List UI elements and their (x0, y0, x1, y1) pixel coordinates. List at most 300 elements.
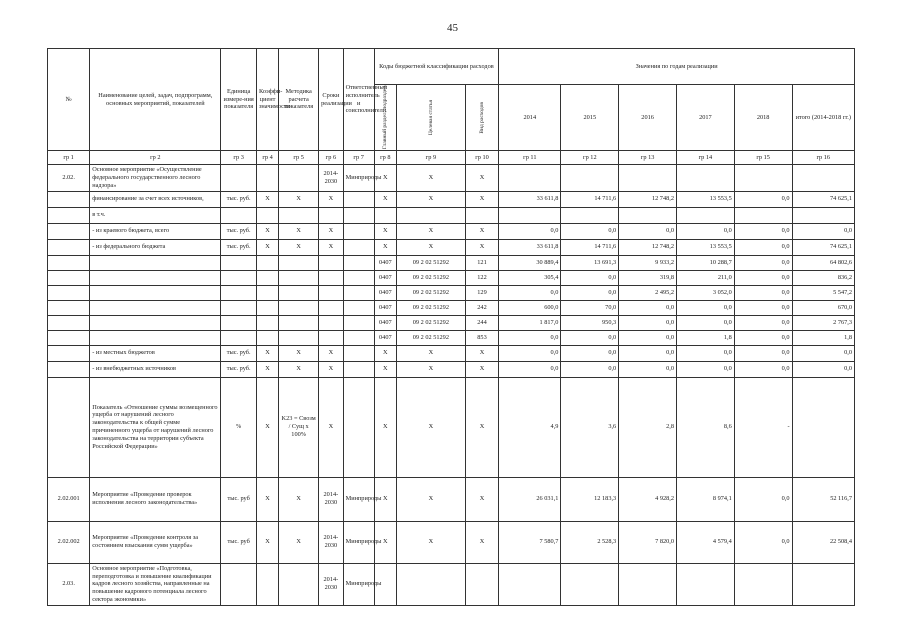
row-name: Основное мероприятие «Осуществление федерального государственного лесного надзора» (90, 165, 221, 192)
row-method (279, 563, 319, 605)
row-expense-code: X (465, 345, 498, 361)
row-value: 5 547,2 (792, 285, 854, 300)
row-name: Показатель «Отношение суммы возмещенного ущерба от нарушений лесного законодательства к общей сумме причиненного ущерба от нарушений лесного законодательства на территории субъекта Российской Федерации» (90, 377, 221, 477)
header-values: Значения по годам реализации (499, 49, 855, 85)
row-unit (221, 270, 257, 285)
row-method (279, 270, 319, 285)
row-method (279, 255, 319, 270)
col-number: гр 14 (676, 151, 734, 165)
row-expense-code: X (465, 521, 498, 563)
row-section-code (374, 207, 396, 223)
header-total: итого (2014-2018 гг.) (792, 85, 854, 151)
header-coef: Коэффи-циент значимости (256, 49, 278, 151)
col-number: гр 7 (343, 151, 374, 165)
row-method: X (279, 477, 319, 521)
row-name: - из местных бюджетов (90, 345, 221, 361)
row-term: 2014-2030 (319, 563, 343, 605)
row-value: 33 611,8 (499, 191, 561, 207)
col-number: гр 8 (374, 151, 396, 165)
row-target-code (396, 563, 465, 605)
row-responsible (343, 300, 374, 315)
row-value (676, 165, 734, 192)
row-method: X (279, 521, 319, 563)
col-number: гр 5 (279, 151, 319, 165)
header-section: Главный раздел, подраздел (374, 85, 396, 151)
row-value: 0,0 (619, 330, 677, 345)
col-number: гр 16 (792, 151, 854, 165)
row-value (734, 207, 792, 223)
header-year-2018: 2018 (734, 85, 792, 151)
row-responsible (343, 207, 374, 223)
row-name (90, 285, 221, 300)
row-coefficient: X (256, 345, 278, 361)
row-term: X (319, 223, 343, 239)
row-name (90, 330, 221, 345)
row-term: X (319, 345, 343, 361)
row-value: 3,6 (561, 377, 619, 477)
row-name (90, 315, 221, 330)
row-target-code: X (396, 521, 465, 563)
row-term: X (319, 239, 343, 255)
row-section-code: X (374, 191, 396, 207)
row-section-code: X (374, 223, 396, 239)
header-method: Методика расчета показателя (279, 49, 319, 151)
table-row (48, 361, 855, 377)
row-value: 0,0 (619, 361, 677, 377)
row-unit: % (221, 377, 257, 477)
row-number (48, 191, 90, 207)
row-responsible: Минприроды (343, 563, 374, 605)
row-value: 670,0 (792, 300, 854, 315)
row-number (48, 239, 90, 255)
row-value: 0,0 (734, 330, 792, 345)
row-value (499, 207, 561, 223)
row-coefficient: X (256, 239, 278, 255)
row-value: 7 580,7 (499, 521, 561, 563)
row-coefficient (256, 563, 278, 605)
row-number (48, 377, 90, 477)
row-number: 2.02.002 (48, 521, 90, 563)
row-value (792, 165, 854, 192)
row-expense-code: 121 (465, 255, 498, 270)
row-expense-code: X (465, 477, 498, 521)
table-row (48, 270, 855, 285)
table-row (48, 239, 855, 255)
row-value (499, 563, 561, 605)
row-target-code: 09 2 02 51292 (396, 300, 465, 315)
row-value: 0,0 (734, 270, 792, 285)
row-coefficient (256, 315, 278, 330)
row-value: 4 928,2 (619, 477, 677, 521)
row-term (319, 207, 343, 223)
row-responsible (343, 270, 374, 285)
col-number: гр 9 (396, 151, 465, 165)
header-year-2017: 2017 (676, 85, 734, 151)
row-method (279, 207, 319, 223)
row-target-code: 09 2 02 51292 (396, 285, 465, 300)
row-value: 74 625,1 (792, 239, 854, 255)
table-row (48, 285, 855, 300)
row-value: 26 031,1 (499, 477, 561, 521)
row-target-code: X (396, 345, 465, 361)
row-value: 70,0 (561, 300, 619, 315)
row-value: 0,0 (734, 223, 792, 239)
header-target: Целевая статья (396, 85, 465, 151)
row-unit (221, 300, 257, 315)
row-value: - (734, 377, 792, 477)
row-value: 319,8 (619, 270, 677, 285)
row-coefficient: X (256, 223, 278, 239)
row-method (279, 330, 319, 345)
row-section-code: 0407 (374, 315, 396, 330)
row-target-code: 09 2 02 51292 (396, 315, 465, 330)
row-value: 950,3 (561, 315, 619, 330)
row-section-code: 0407 (374, 330, 396, 345)
row-name: Мероприятие «Проведение контроля за состоянием взыскания сумм ущерба» (90, 521, 221, 563)
row-value: 0,0 (619, 345, 677, 361)
row-method (279, 285, 319, 300)
row-responsible (343, 330, 374, 345)
row-value (561, 563, 619, 605)
row-target-code: X (396, 239, 465, 255)
row-number (48, 315, 90, 330)
table-row (48, 165, 855, 192)
row-unit (221, 563, 257, 605)
row-value (619, 165, 677, 192)
row-value: 13 553,5 (676, 239, 734, 255)
row-target-code: X (396, 191, 465, 207)
row-value: 0,0 (561, 223, 619, 239)
row-term (319, 300, 343, 315)
row-value: 0,0 (561, 345, 619, 361)
row-value: 14 711,6 (561, 191, 619, 207)
row-method (279, 315, 319, 330)
table-row (48, 330, 855, 345)
row-coefficient (256, 270, 278, 285)
row-value (561, 165, 619, 192)
row-section-code: X (374, 361, 396, 377)
row-value: 4,9 (499, 377, 561, 477)
row-value: 33 611,8 (499, 239, 561, 255)
row-section-code: X (374, 165, 396, 192)
row-value: 2 767,3 (792, 315, 854, 330)
row-value: 1,8 (676, 330, 734, 345)
header-term: Сроки реализации (319, 49, 343, 151)
table-row (48, 345, 855, 361)
row-section-code: X (374, 239, 396, 255)
row-value: 0,0 (619, 315, 677, 330)
row-method: K23 = Свозм / Сущ x 100% (279, 377, 319, 477)
table-row (48, 191, 855, 207)
row-value: 10 288,7 (676, 255, 734, 270)
table-row (48, 300, 855, 315)
row-name: Основное мероприятие «Подготовка, переподготовка и повышение квалификации кадров лесного хозяйства, направленные на повышение кадрового потенциала лесного сектора экономики» (90, 563, 221, 605)
row-responsible (343, 255, 374, 270)
row-expense-code: X (465, 239, 498, 255)
col-number: гр 12 (561, 151, 619, 165)
row-method: X (279, 239, 319, 255)
row-unit (221, 285, 257, 300)
row-value: 2 495,2 (619, 285, 677, 300)
row-value: 3 052,0 (676, 285, 734, 300)
row-value: 0,0 (619, 223, 677, 239)
row-responsible: Минприроды (343, 521, 374, 563)
row-target-code: X (396, 377, 465, 477)
row-name: финансирование за счет всех источников, (90, 191, 221, 207)
page-number: 45 (447, 22, 458, 34)
row-target-code: X (396, 477, 465, 521)
row-expense-code: 853 (465, 330, 498, 345)
row-number (48, 285, 90, 300)
row-unit: тыс. руб. (221, 361, 257, 377)
row-value: 0,0 (676, 361, 734, 377)
row-value: 7 820,0 (619, 521, 677, 563)
table-row (48, 315, 855, 330)
row-value: 0,0 (734, 191, 792, 207)
row-value: 64 802,6 (792, 255, 854, 270)
row-unit: тыс. руб. (221, 239, 257, 255)
row-expense-code (465, 207, 498, 223)
row-unit (221, 165, 257, 192)
row-value: 12 183,3 (561, 477, 619, 521)
row-name: в т.ч. (90, 207, 221, 223)
row-coefficient: X (256, 477, 278, 521)
row-value (792, 563, 854, 605)
row-coefficient: X (256, 521, 278, 563)
header-unit: Единица измере-ния показателя (221, 49, 257, 151)
row-section-code: 0407 (374, 285, 396, 300)
row-section-code: X (374, 345, 396, 361)
row-value: 30 889,4 (499, 255, 561, 270)
row-method (279, 300, 319, 315)
row-responsible (343, 191, 374, 207)
header-year-2015: 2015 (561, 85, 619, 151)
row-value: 600,0 (499, 300, 561, 315)
row-value: 0,0 (792, 223, 854, 239)
row-target-code (396, 207, 465, 223)
row-value: 0,0 (561, 285, 619, 300)
row-unit (221, 207, 257, 223)
row-section-code: X (374, 477, 396, 521)
col-number: гр 4 (256, 151, 278, 165)
row-number: 2.02. (48, 165, 90, 192)
row-value: 0,0 (619, 300, 677, 315)
row-unit: тыс. руб (221, 521, 257, 563)
row-value: 13 691,3 (561, 255, 619, 270)
row-term: X (319, 377, 343, 477)
row-responsible: Минприроды (343, 477, 374, 521)
table-row (48, 477, 855, 521)
row-coefficient (256, 207, 278, 223)
row-value (734, 563, 792, 605)
row-value: 0,0 (499, 361, 561, 377)
row-responsible (343, 285, 374, 300)
row-unit (221, 330, 257, 345)
row-number: 2.03. (48, 563, 90, 605)
row-value: 8,6 (676, 377, 734, 477)
row-responsible (343, 239, 374, 255)
row-value: 0,0 (561, 361, 619, 377)
row-target-code: X (396, 165, 465, 192)
row-value: 0,0 (561, 330, 619, 345)
row-value: 0,0 (734, 521, 792, 563)
row-unit: тыс. руб. (221, 223, 257, 239)
row-number (48, 345, 90, 361)
row-responsible (343, 361, 374, 377)
row-value: 4 579,4 (676, 521, 734, 563)
row-value: 74 625,1 (792, 191, 854, 207)
row-value: 13 553,5 (676, 191, 734, 207)
row-expense-code: 122 (465, 270, 498, 285)
column-numbers-row (48, 151, 855, 165)
row-expense-code: X (465, 223, 498, 239)
row-value (792, 377, 854, 477)
row-expense-code: X (465, 165, 498, 192)
row-expense-code: X (465, 361, 498, 377)
row-value (561, 207, 619, 223)
row-section-code: 0407 (374, 270, 396, 285)
row-method: X (279, 361, 319, 377)
col-number: гр 11 (499, 151, 561, 165)
row-value: 0,0 (561, 270, 619, 285)
row-target-code: 09 2 02 51292 (396, 270, 465, 285)
row-target-code: 09 2 02 51292 (396, 255, 465, 270)
row-name: - из внебюджетных источников (90, 361, 221, 377)
table-row (48, 207, 855, 223)
row-value: 0,0 (734, 477, 792, 521)
row-value: 0,0 (499, 345, 561, 361)
row-value: 22 508,4 (792, 521, 854, 563)
row-expense-code (465, 563, 498, 605)
col-number: гр 13 (619, 151, 677, 165)
row-value: 2,8 (619, 377, 677, 477)
row-value (676, 563, 734, 605)
row-method: X (279, 223, 319, 239)
row-number (48, 361, 90, 377)
row-section-code: X (374, 521, 396, 563)
header-name: Наименование целей, задач, подпрограмм, основных мероприятий, показателей (90, 49, 221, 151)
row-number (48, 270, 90, 285)
row-value: 0,0 (734, 285, 792, 300)
row-name: - из федерального бюджета (90, 239, 221, 255)
row-responsible (343, 345, 374, 361)
row-value: 52 116,7 (792, 477, 854, 521)
row-name: - из краевого бюджета, всего (90, 223, 221, 239)
header-year-2014: 2014 (499, 85, 561, 151)
row-value: 0,0 (734, 255, 792, 270)
row-name (90, 300, 221, 315)
row-number (48, 223, 90, 239)
row-term (319, 285, 343, 300)
row-value: 0,0 (734, 315, 792, 330)
row-value: 0,0 (676, 300, 734, 315)
row-value: 0,0 (499, 285, 561, 300)
row-value: 12 748,2 (619, 239, 677, 255)
row-coefficient: X (256, 377, 278, 477)
row-expense-code: 244 (465, 315, 498, 330)
header-codes: Коды бюджетной классификации расходов (374, 49, 498, 85)
row-value: 211,0 (676, 270, 734, 285)
row-value: 0,0 (676, 223, 734, 239)
row-section-code: X (374, 377, 396, 477)
table-row (48, 377, 855, 477)
row-term: 2014-2030 (319, 477, 343, 521)
col-number: гр 10 (465, 151, 498, 165)
row-unit: тыс. руб. (221, 345, 257, 361)
row-responsible (343, 377, 374, 477)
table-row (48, 521, 855, 563)
header-expense-type: Вид расходов (465, 85, 498, 151)
row-number: 2.02.001 (48, 477, 90, 521)
table-body (48, 165, 855, 606)
row-unit (221, 255, 257, 270)
program-table (47, 48, 855, 606)
row-value: 0,0 (792, 345, 854, 361)
row-value: 305,4 (499, 270, 561, 285)
row-value (499, 165, 561, 192)
row-value: 1 817,0 (499, 315, 561, 330)
row-expense-code: X (465, 377, 498, 477)
row-method: X (279, 345, 319, 361)
row-value: 836,2 (792, 270, 854, 285)
table-row (48, 563, 855, 605)
row-section-code: 0407 (374, 300, 396, 315)
row-coefficient: X (256, 191, 278, 207)
row-term (319, 255, 343, 270)
row-responsible (343, 315, 374, 330)
row-unit: тыс. руб (221, 477, 257, 521)
row-number (48, 207, 90, 223)
row-value: 0,0 (499, 330, 561, 345)
row-term: X (319, 191, 343, 207)
row-unit (221, 315, 257, 330)
col-number: гр 6 (319, 151, 343, 165)
table-row (48, 255, 855, 270)
row-term (319, 330, 343, 345)
row-unit: тыс. руб. (221, 191, 257, 207)
row-target-code: X (396, 223, 465, 239)
row-coefficient (256, 165, 278, 192)
row-value: 0,0 (676, 315, 734, 330)
row-responsible (343, 223, 374, 239)
row-expense-code: X (465, 191, 498, 207)
row-value: 1,8 (792, 330, 854, 345)
row-term: X (319, 361, 343, 377)
row-value: 0,0 (734, 239, 792, 255)
col-number: гр 3 (221, 151, 257, 165)
row-term (319, 270, 343, 285)
header-year-2016: 2016 (619, 85, 677, 151)
row-coefficient (256, 330, 278, 345)
row-term (319, 315, 343, 330)
row-value (676, 207, 734, 223)
row-coefficient (256, 300, 278, 315)
col-number: гр 2 (90, 151, 221, 165)
row-value (619, 563, 677, 605)
row-section-code: 0407 (374, 255, 396, 270)
row-value (619, 207, 677, 223)
row-term: 2014-2030 (319, 521, 343, 563)
row-number (48, 300, 90, 315)
row-value (792, 207, 854, 223)
row-value: 2 528,3 (561, 521, 619, 563)
row-name: Мероприятие «Проведение проверок исполнения лесного законодательства» (90, 477, 221, 521)
table-row (48, 223, 855, 239)
row-value: 14 711,6 (561, 239, 619, 255)
header-responsible: Ответственный исполнитель и соисполнители (343, 49, 374, 151)
row-coefficient (256, 285, 278, 300)
row-value: 0,0 (499, 223, 561, 239)
